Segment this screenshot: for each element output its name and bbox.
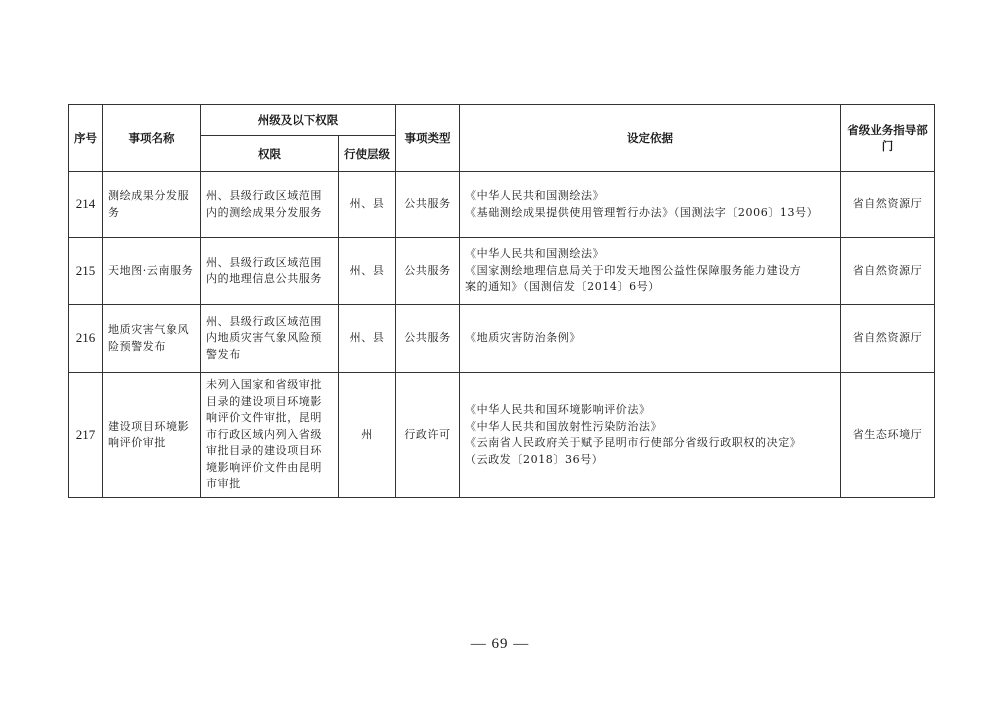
header-basis: 设定依据 — [460, 105, 841, 172]
row-seq: 217 — [69, 373, 103, 498]
basis-line: 《中华人民共和国测绘法》 — [465, 247, 605, 261]
authority-table — [68, 104, 935, 498]
basis-line: （云政发〔2018〕36号） — [465, 452, 604, 466]
row-basis — [460, 305, 841, 373]
row-scope: 州、县级行政区域范围内的测绘成果分发服务 — [201, 172, 339, 238]
row-scope: 州、县级行政区域范围内地质灾害气象风险预警发布 — [201, 305, 339, 373]
row-dept: 省生态环境厅 — [841, 373, 935, 498]
table-row — [69, 305, 935, 373]
basis-line: 《基础测绘成果提供使用管理暂行办法》（国测法字〔2006〕13号） — [465, 205, 819, 219]
header-type: 事项类型 — [396, 105, 460, 172]
row-name: 建设项目环境影响评价审批 — [103, 373, 201, 498]
row-level: 州 — [339, 373, 396, 498]
header-scope-group: 州级及以下权限 — [201, 105, 396, 136]
row-basis — [460, 172, 841, 238]
row-level: 州、县 — [339, 305, 396, 373]
basis-line: 案的通知》（国测信发〔2014〕6号） — [465, 280, 660, 294]
row-type: 公共服务 — [396, 172, 460, 238]
row-dept: 省自然资源厅 — [841, 305, 935, 373]
row-scope: 州、县级行政区域范围内的地理信息公共服务 — [201, 238, 339, 305]
row-basis — [460, 238, 841, 305]
basis-line: 《中华人民共和国放射性污染防治法》 — [465, 419, 663, 433]
row-type: 行政许可 — [396, 373, 460, 498]
row-name: 地质灾害气象风险预警发布 — [103, 305, 201, 373]
row-basis — [460, 373, 841, 498]
header-name: 事项名称 — [103, 105, 201, 172]
table-row — [69, 373, 935, 498]
basis-line: 《中华人民共和国环境影响评价法》 — [465, 403, 651, 416]
header-dept: 省级业务指导部门 — [841, 105, 935, 172]
header-scope: 权限 — [201, 136, 339, 172]
row-seq: 216 — [69, 305, 103, 373]
row-scope: 未列入国家和省级审批目录的建设项目环境影响评价文件审批，昆明市行政区域内列入省级审批目录的建设项目环境影响评价文件由昆明市审批 — [201, 373, 339, 498]
row-seq: 214 — [69, 172, 103, 238]
page-number: — 69 — — [470, 636, 530, 652]
row-type: 公共服务 — [396, 305, 460, 373]
row-dept: 省自然资源厅 — [841, 172, 935, 238]
basis-line: 《中华人民共和国测绘法》 — [465, 189, 605, 202]
basis-line: 《国家测绘地理信息局关于印发天地图公益性保障服务能力建设方 — [465, 263, 802, 277]
header-level: 行使层级 — [339, 136, 396, 172]
row-seq: 215 — [69, 238, 103, 305]
row-level: 州、县 — [339, 238, 396, 305]
table-row — [69, 172, 935, 238]
row-type: 公共服务 — [396, 238, 460, 305]
row-level: 州、县 — [339, 172, 396, 238]
basis-line: 《云南省人民政府关于赋予昆明市行使部分省级行政职权的决定》 — [465, 436, 802, 449]
row-name: 天地图·云南服务 — [103, 238, 201, 305]
row-name: 测绘成果分发服务 — [103, 172, 201, 238]
table-row — [69, 238, 935, 305]
row-dept: 省自然资源厅 — [841, 238, 935, 305]
header-seq: 序号 — [69, 105, 103, 172]
basis-line: 《地质灾害防治条例》 — [465, 331, 581, 345]
